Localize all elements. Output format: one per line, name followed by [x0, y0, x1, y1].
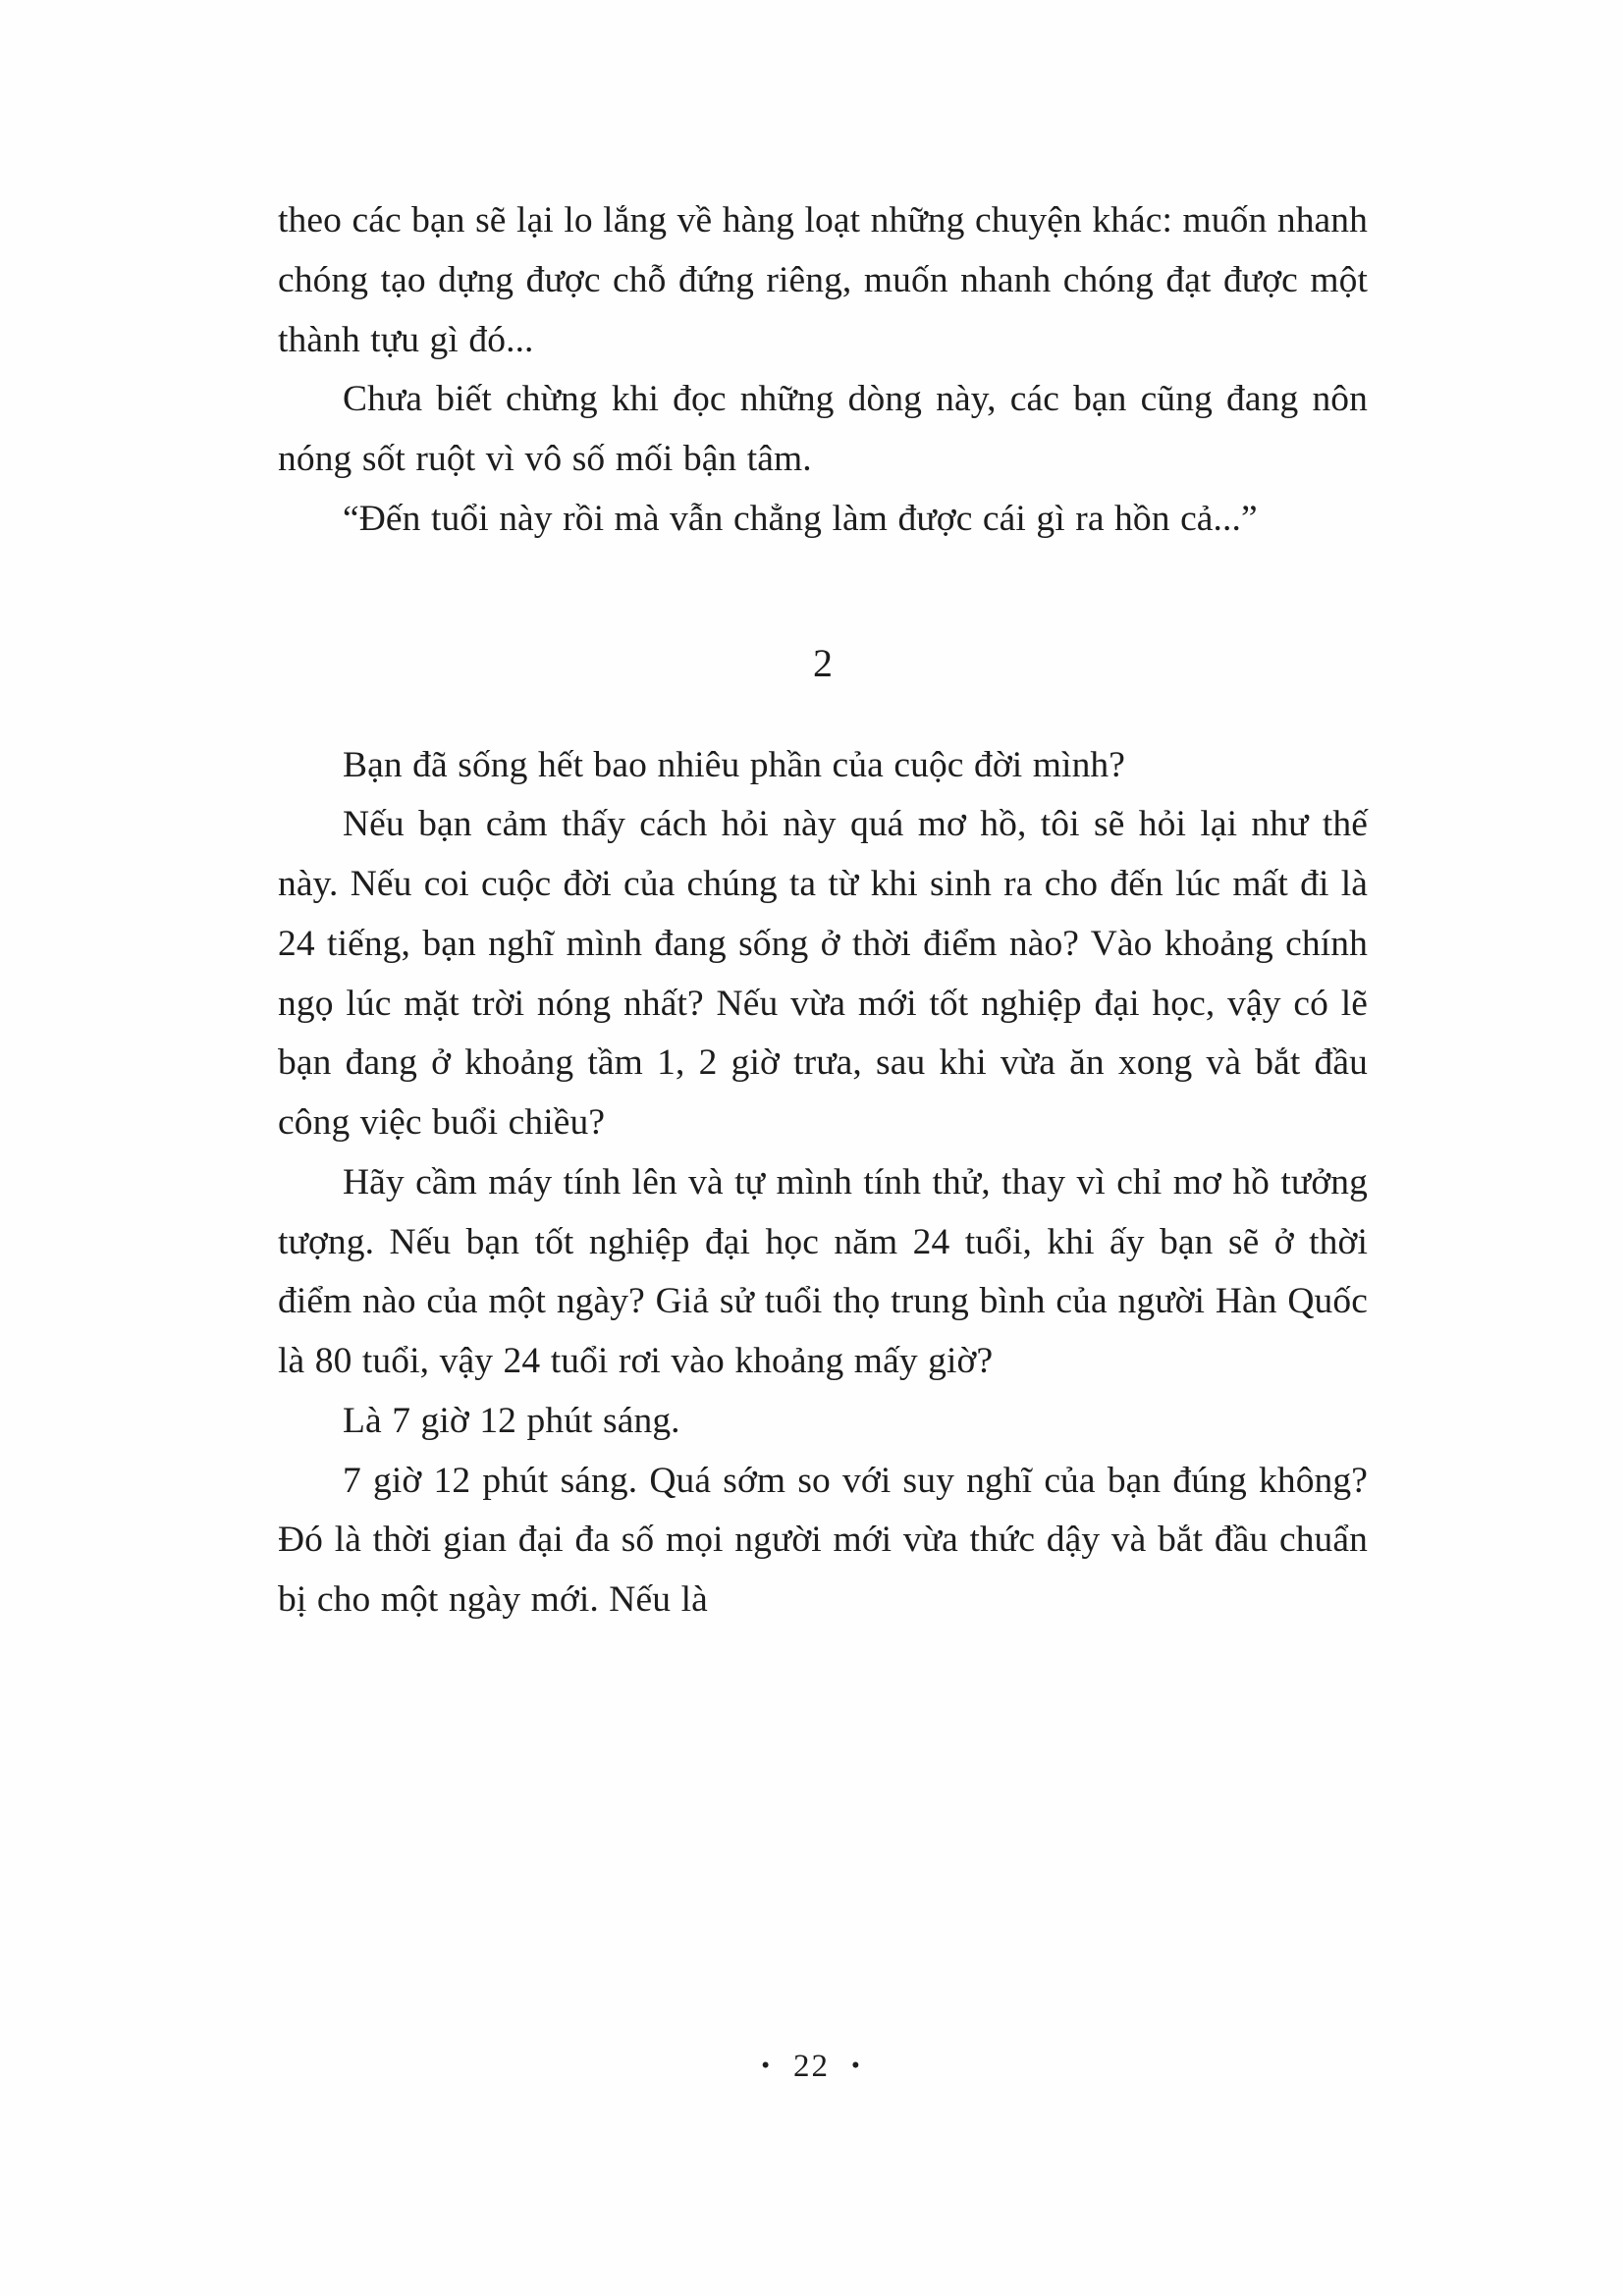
paragraph: Nếu bạn cảm thấy cách hỏi này quá mơ hồ, tôi sẽ hỏi lại như thế này. Nếu coi cuộc đời của chúng ta từ khi sinh ra cho đến lúc mất đi là 24 tiếng, bạn nghĩ mình đang sống ở thời điểm nào? Vào khoảng chính ngọ lúc mặt trời nóng nhất? Nếu vừa mới tốt nghiệp đại học, vậy có lẽ bạn đang ở khoảng tầm 1, 2 giờ trưa, sau khi vừa ăn xong và bắt đầu công việc buổi chiều?	[278, 804, 1368, 1143]
paragraph: theo các bạn sẽ lại lo lắng về hàng loạt những chuyện khác: muốn nhanh chóng tạo dựng được chỗ đứng riêng, muốn nhanh chóng đạt được một thành tựu gì đó...	[278, 200, 1368, 360]
paragraph: Hãy cầm máy tính lên và tự mình tính thử, thay vì chỉ mơ hồ tưởng tượng. Nếu bạn tốt nghiệp đại học năm 24 tuổi, khi ấy bạn sẽ ở thời điểm nào của một ngày? Giả sử tuổi thọ trung bình của người Hàn Quốc là 80 tuổi, vậy 24 tuổi rơi vào khoảng mấy giờ?	[278, 1161, 1368, 1381]
section-number-heading: 2	[813, 640, 833, 685]
paragraph: Chưa biết chừng khi đọc những dòng này, các bạn cũng đang nôn nóng sốt ruột vì vô số mối bận tâm.	[278, 379, 1368, 479]
page-folio	[0, 2047, 1623, 2085]
folio-right-dot: •	[851, 2053, 862, 2080]
body-text-column	[278, 191, 1368, 1630]
paragraph: Bạn đã sống hết bao nhiêu phần của cuộc đời mình?	[343, 744, 1126, 785]
paragraph: “Đến tuổi này rồi mà vẫn chẳng làm được cái gì ra hồn cả...”	[343, 498, 1258, 539]
folio-left-dot: •	[761, 2053, 772, 2080]
paragraph: 7 giờ 12 phút sáng. Quá sớm so với suy nghĩ của bạn đúng không? Đó là thời gian đại đa số mọi người mới vừa thức dậy và bắt đầu chuẩn bị cho một ngày mới. Nếu là	[278, 1460, 1368, 1620]
page-number: 22	[793, 2048, 830, 2084]
paragraph: Là 7 giờ 12 phút sáng.	[343, 1400, 680, 1441]
